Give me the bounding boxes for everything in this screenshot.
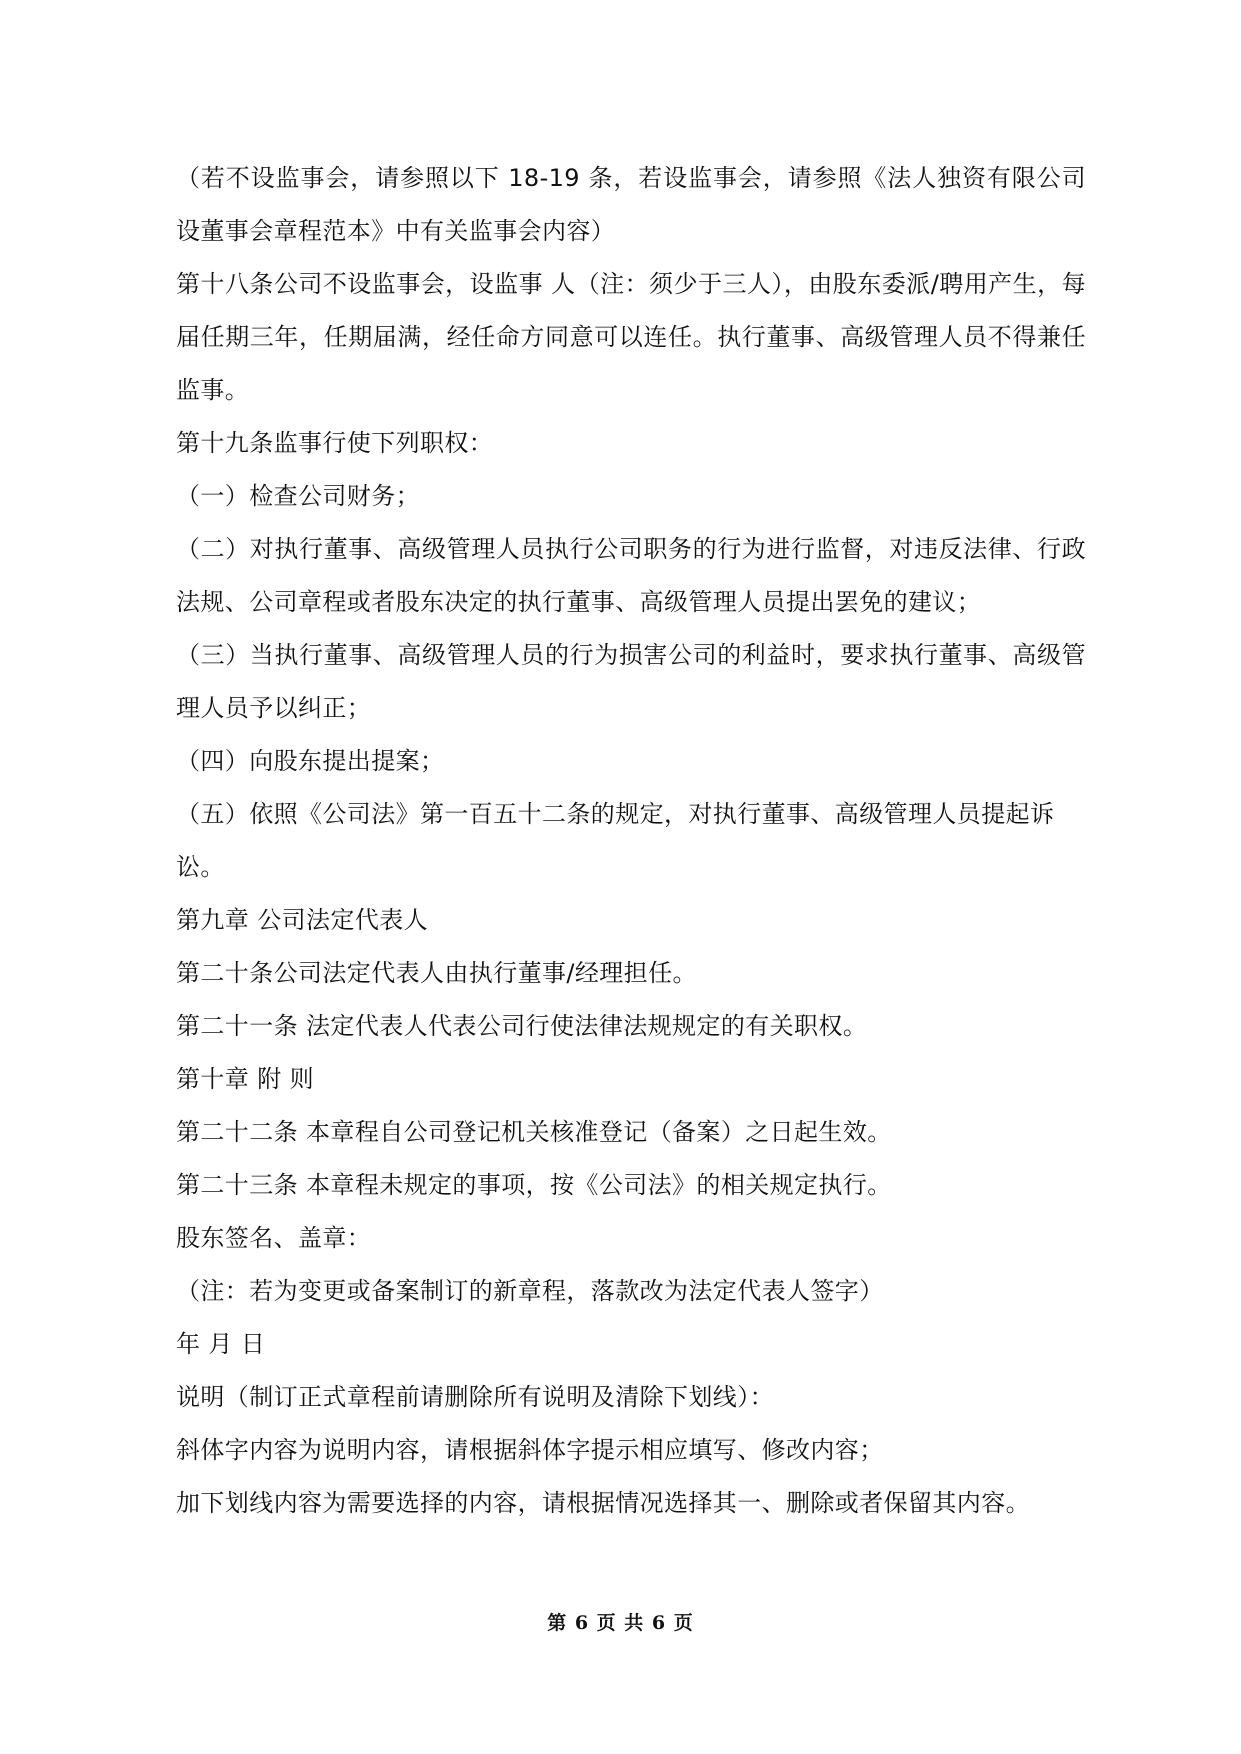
paragraph-article-18: 第十八条公司不设监事会，设监事 人（注：须少于三人），由股东委派/聘用产生，每届任期三年，任期届满，经任命方同意可以连任。执行董事、高级管理人员不得兼任监事。 (176, 270, 1086, 404)
instructions-heading: 说明（制订正式章程前请删除所有说明及清除下划线）： (176, 1383, 774, 1411)
shareholder-signature-line: 股东签名、盖章： (176, 1224, 372, 1252)
paragraph-power-2: （二）对执行董事、高级管理人员执行公司职务的行为进行监督，对违反法律、行政法规、公司章程或者股东决定的执行董事、高级管理人员提出罢免的建议； (176, 535, 1086, 616)
page-number-footer: 第 6 页 共 6 页 (547, 1612, 694, 1634)
chapter-10-heading: 第十章 附 则 (176, 1065, 315, 1093)
paragraph-article-23: 第二十三条 本章程未规定的事项，按《公司法》的相关规定执行。 (176, 1171, 892, 1199)
signature-note: （注：若为变更或备案制订的新章程，落款改为法定代表人签字） (176, 1277, 884, 1305)
paragraph-power-1: （一）检查公司财务； (176, 482, 420, 510)
paragraph-supervisor-note: （若不设监事会，请参照以下 18-19 条，若设监事会，请参照《法人独资有限公司设董事会章程范本》中有关监事会内容） (176, 164, 1086, 245)
paragraph-power-5: （五）依照《公司法》第一百五十二条的规定，对执行董事、高级管理人员提起诉讼。 (176, 800, 1055, 881)
paragraph-article-20: 第二十条公司法定代表人由执行董事/经理担任。 (176, 959, 697, 987)
date-line: 年 月 日 (176, 1330, 266, 1358)
paragraph-power-3: （三）当执行董事、高级管理人员的行为损害公司的利益时，要求执行董事、高级管理人员予以纠正； (176, 641, 1086, 722)
document-body (176, 152, 1086, 1530)
paragraph-article-21: 第二十一条 法定代表人代表公司行使法律法规规定的有关职权。 (176, 1012, 868, 1040)
instruction-underline: 加下划线内容为需要选择的内容，请根据情况选择其一、删除或者保留其内容。 (176, 1489, 1030, 1517)
chapter-9-heading: 第九章 公司法定代表人 (176, 906, 429, 934)
instruction-italic: 斜体字内容为说明内容，请根据斜体字提示相应填写、修改内容； (176, 1436, 884, 1464)
paragraph-article-22: 第二十二条 本章程自公司登记机关核准登记（备案）之日起生效。 (176, 1118, 892, 1146)
paragraph-power-4: （四）向股东提出提案； (176, 747, 445, 775)
paragraph-article-19: 第十九条监事行使下列职权： (176, 429, 494, 457)
